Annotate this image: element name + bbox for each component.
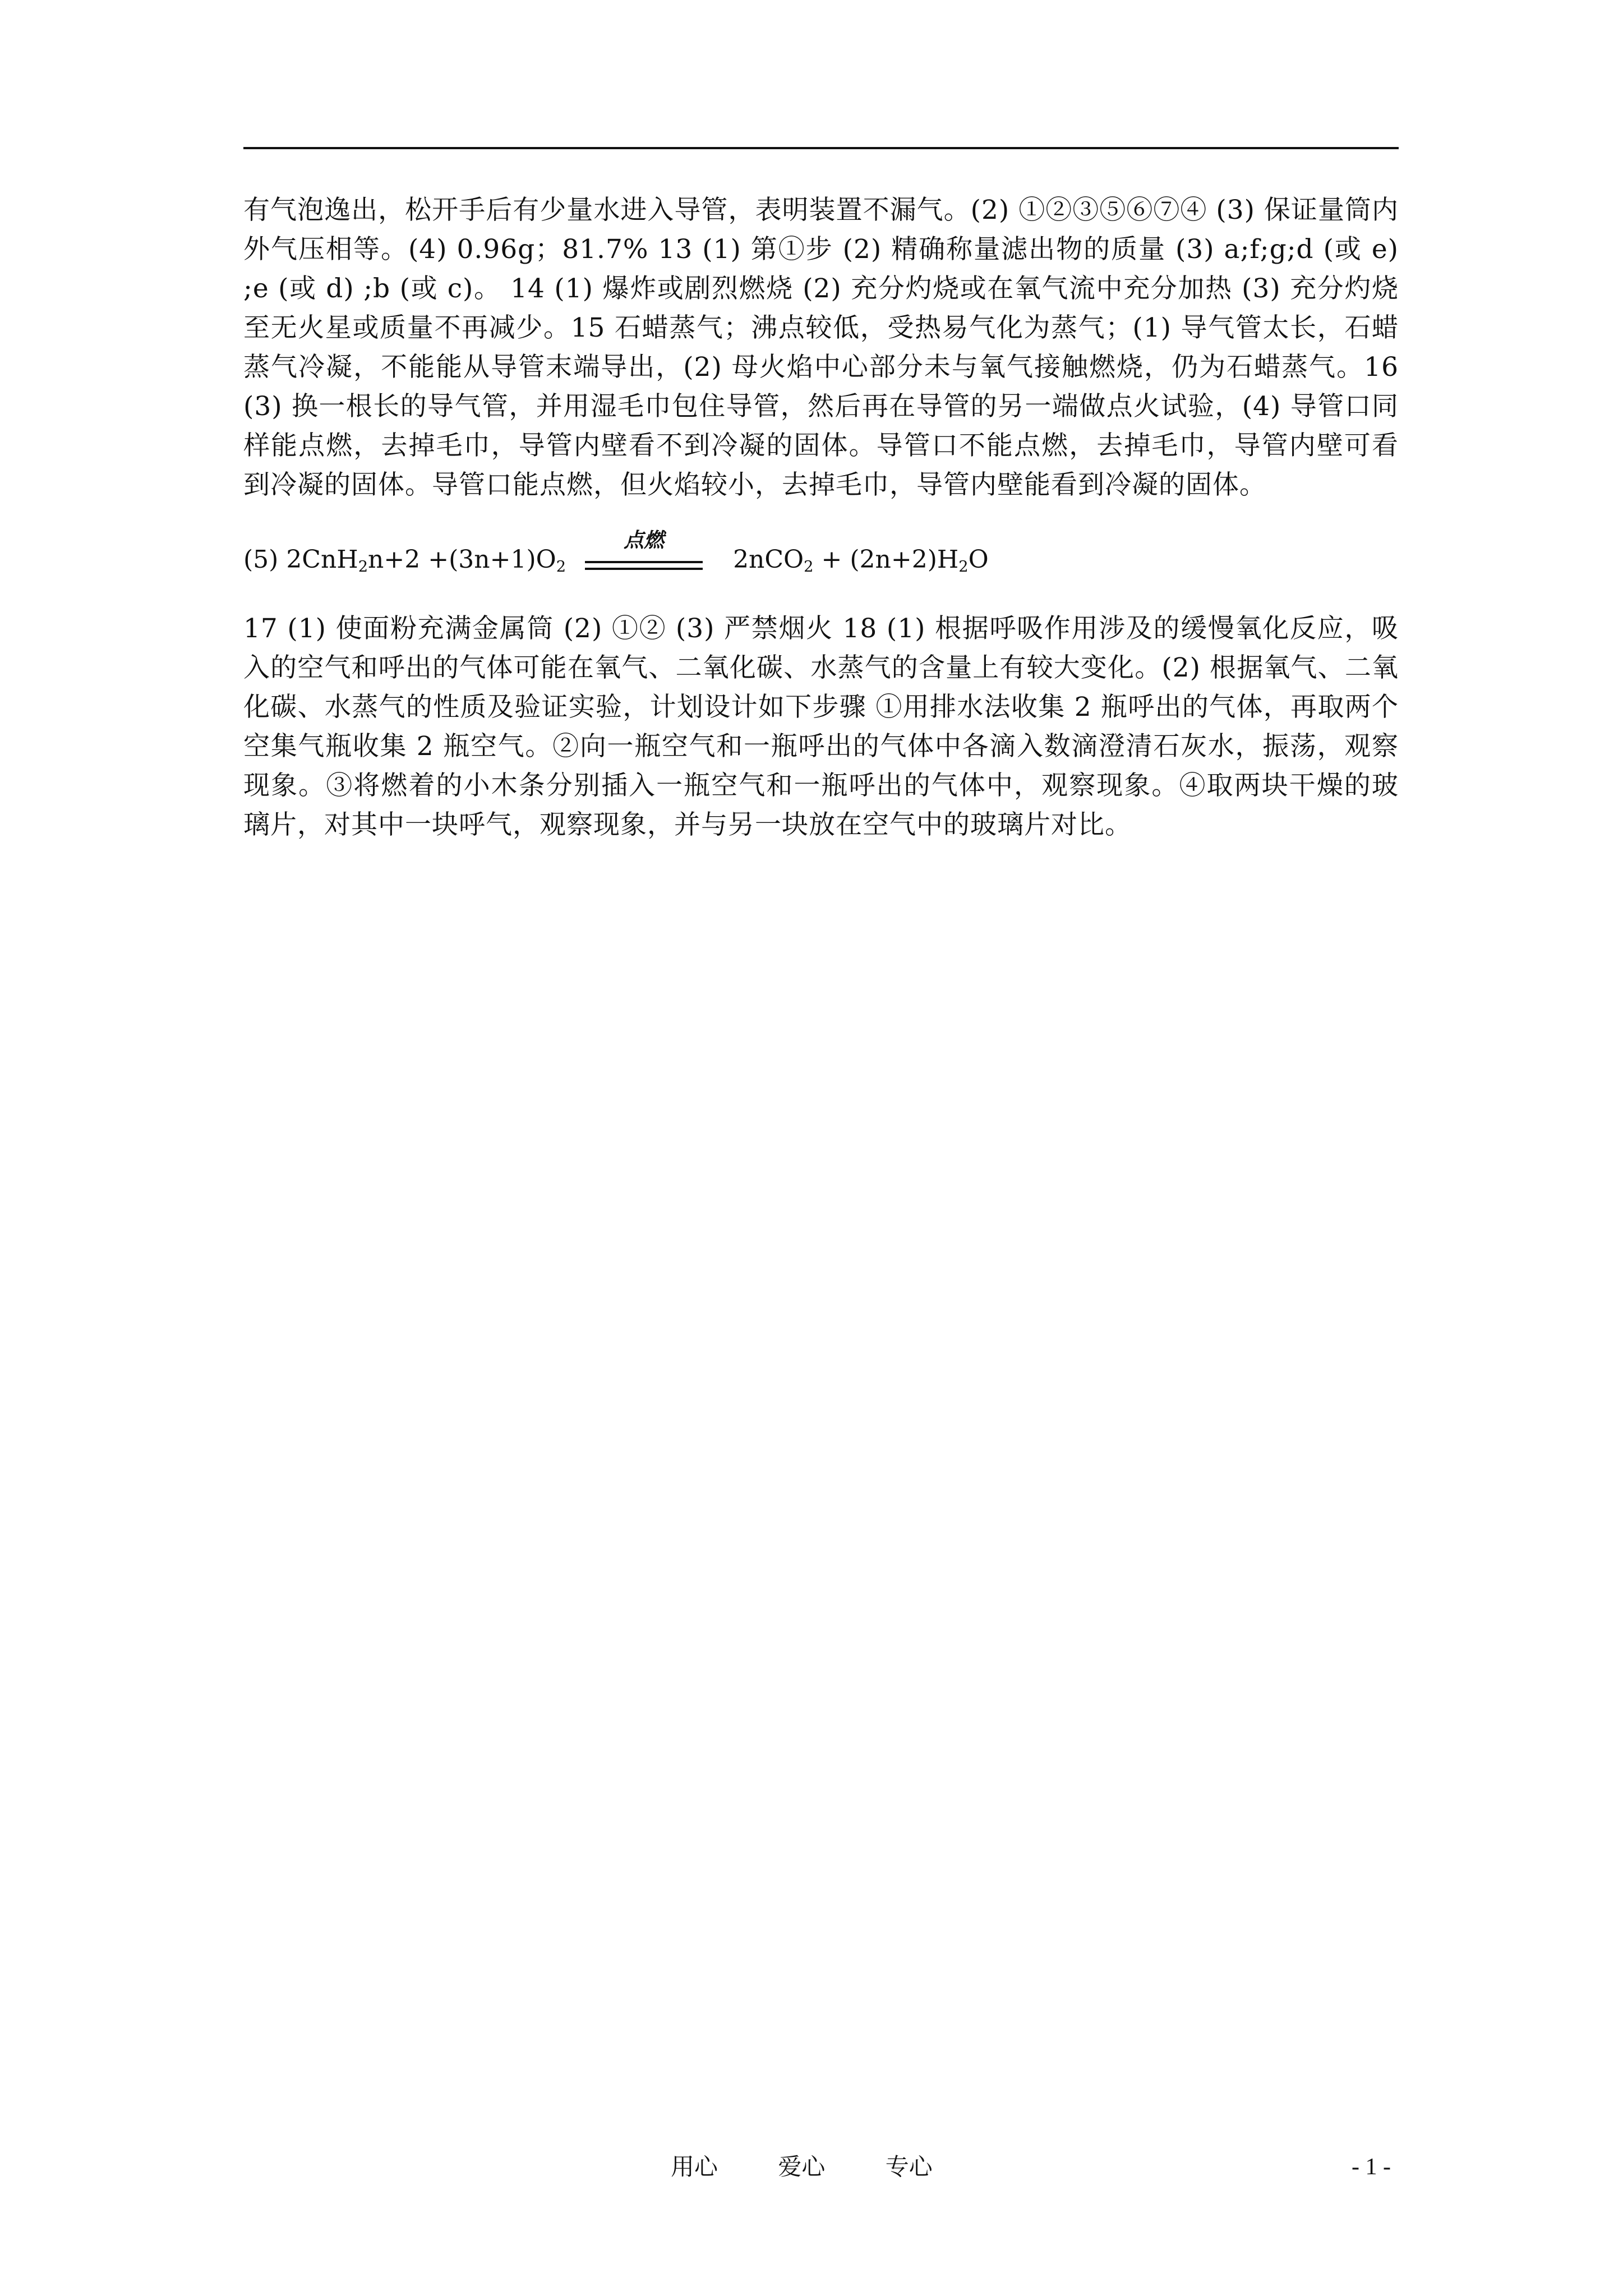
footer-item: 用心	[671, 2153, 718, 2180]
reaction-condition: 点燃	[624, 529, 665, 553]
page-number: - 1 -	[1352, 2154, 1391, 2180]
answer-paragraph-1: 有气泡逸出，松开手后有少量水进入导管，表明装置不漏气。(2) ①②③⑤⑥⑦④ (3) 保证量筒内外气压相等。(4) 0.96g；81.7% 13 (1) 第①步 (2) 精确称量滤出物的质量 (3) a;f;g;d (或 e) ;e (或 d) ;b (或 c)。 14 (1) 爆炸或剧烈燃烧 (2) 充分灼烧或在氧气流中充分加热 (3) 充分灼烧至无火星或质量不再减少。15 石蜡蒸气；沸点较低，受热易气化为蒸气；(1) 导气管太长，石蜡蒸气冷凝，不能能从导管末端导出，(2) 母火焰中心部分未与氧气接触燃烧，仍为石蜡蒸气。16 (3) 换一根长的导气管，并用湿毛巾包住导管，然后再在导管的另一端做点火试验，(4) 导管口同样能点燃，去掉毛巾，导管内壁看不到冷凝的固体。导管口不能点燃，去掉毛巾，导管内壁可看到冷凝的固体。导管口能点燃，但火焰较小，去掉毛巾，导管内壁能看到冷凝的固体。	[243, 195, 1399, 500]
equation-products: $2nCO_2 + (2n+2)H_2O$	[733, 545, 989, 576]
footer-motto	[671, 2153, 933, 2181]
header-rule	[243, 147, 1399, 149]
reaction-arrow	[585, 529, 703, 580]
footer-item: 专心	[885, 2153, 933, 2180]
equation-reactants: (5) $2CnH_2n+2 +(3n+1)O_2$	[243, 545, 566, 576]
chemical-equation	[243, 526, 1399, 593]
footer-item: 爱心	[778, 2153, 826, 2180]
answer-paragraph-2: 17 (1) 使面粉充满金属筒 (2) ①② (3) 严禁烟火 18 (1) 根据呼吸作用涉及的缓慢氧化反应，吸入的空气和呼出的气体可能在氧气、二氧化碳、水蒸气的含量上有较大变化。(2) 根据氧气、二氧化碳、水蒸气的性质及验证实验，计划设计如下步骤 ①用排水法收集 2 瓶呼出的气体，再取两个空集气瓶收集 2 瓶空气。②向一瓶空气和一瓶呼出的气体中各滴入数滴澄清石灰水，振荡，观察现象。③将燃着的小木条分别插入一瓶空气和一瓶呼出的气体中，观察现象。④取两块干燥的玻璃片，对其中一块呼气，观察现象，并与另一块放在空气中的玻璃片对比。	[243, 613, 1399, 840]
document-body	[243, 191, 1399, 845]
